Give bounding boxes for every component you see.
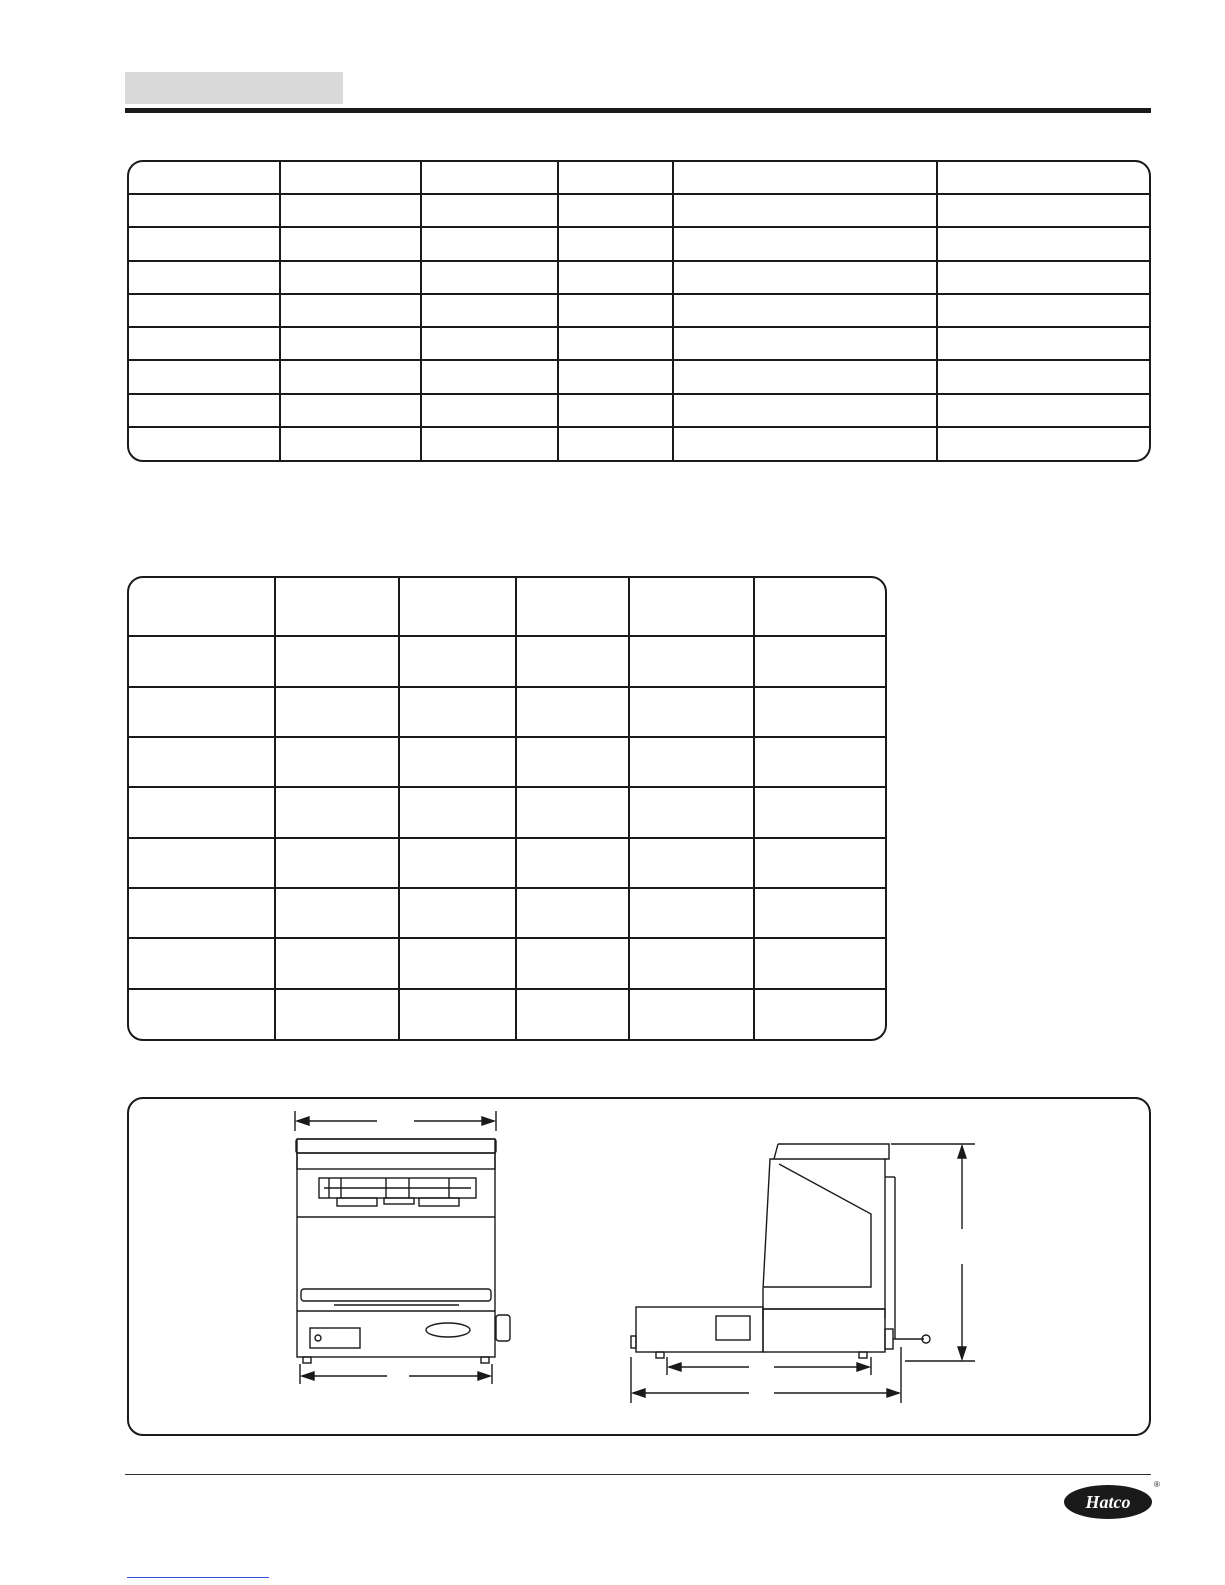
- electrical-cell: [673, 327, 937, 360]
- electrical-cell: [421, 162, 558, 194]
- dimensions-cell: [629, 578, 754, 636]
- electrical-row: [129, 327, 1149, 360]
- dimensions-cell: [129, 578, 275, 636]
- electrical-cell: [937, 327, 1149, 360]
- dimensions-cell: [275, 687, 399, 737]
- dimensions-cell: [275, 737, 399, 787]
- dimensions-cell: [129, 989, 275, 1039]
- dimensions-cell: [129, 888, 275, 938]
- electrical-cell: [558, 427, 673, 460]
- electrical-cell: [558, 394, 673, 427]
- dimensions-cell: [275, 888, 399, 938]
- dimensions-cell: [516, 838, 629, 888]
- dimensions-cell: [629, 636, 754, 686]
- dimensions-cell: [129, 838, 275, 888]
- footer-rule: [125, 1474, 1151, 1475]
- dimensions-row: [129, 687, 885, 737]
- dimensions-cell: [275, 578, 399, 636]
- electrical-cell: [673, 227, 937, 260]
- electrical-cell: [129, 194, 280, 227]
- dimensions-cell: [399, 838, 516, 888]
- dimensions-cell: [516, 989, 629, 1039]
- electrical-cell: [129, 360, 280, 393]
- dimensions-cell: [129, 737, 275, 787]
- electrical-cell: [937, 194, 1149, 227]
- electrical-cell: [673, 261, 937, 294]
- electrical-cell: [558, 162, 673, 194]
- electrical-cell: [937, 162, 1149, 194]
- electrical-row: [129, 194, 1149, 227]
- electrical-cell: [129, 427, 280, 460]
- electrical-cell: [280, 294, 421, 327]
- electrical-cell: [558, 327, 673, 360]
- electrical-cell: [280, 427, 421, 460]
- electrical-cell: [280, 261, 421, 294]
- dimensions-cell: [629, 787, 754, 837]
- dimensions-cell: [516, 578, 629, 636]
- dimensions-cell: [399, 989, 516, 1039]
- electrical-cell: [673, 162, 937, 194]
- dimensions-cell: [399, 687, 516, 737]
- electrical-row: [129, 294, 1149, 327]
- unit-dimension-drawing: [129, 1099, 1151, 1436]
- dimensions-cell: [516, 737, 629, 787]
- dimensions-cell: [516, 888, 629, 938]
- electrical-cell: [421, 227, 558, 260]
- dimensions-cell: [129, 787, 275, 837]
- electrical-cell: [937, 261, 1149, 294]
- electrical-row: [129, 427, 1149, 460]
- header-rule: [125, 108, 1151, 113]
- dimensions-row: [129, 938, 885, 988]
- dimensions-cell: [629, 989, 754, 1039]
- electrical-cell: [421, 327, 558, 360]
- dimensions-cell: [754, 938, 885, 988]
- dimensions-cell: [399, 737, 516, 787]
- electrical-cell: [673, 427, 937, 460]
- dimensions-cell: [399, 888, 516, 938]
- dimensions-cell: [754, 737, 885, 787]
- electrical-cell: [280, 360, 421, 393]
- dimensions-cell: [516, 938, 629, 988]
- section-tab: [125, 72, 343, 104]
- front-view-drawing: [295, 1111, 510, 1384]
- electrical-cell: [937, 427, 1149, 460]
- electrical-cell: [421, 261, 558, 294]
- dimensions-cell: [129, 636, 275, 686]
- dimensions-row: [129, 636, 885, 686]
- dimensions-row: [129, 578, 885, 636]
- dimensions-cell: [399, 787, 516, 837]
- dimensions-cell: [754, 787, 885, 837]
- electrical-cell: [558, 360, 673, 393]
- dimensions-cell: [275, 838, 399, 888]
- electrical-row: [129, 394, 1149, 427]
- dimensions-row: [129, 787, 885, 837]
- logo-text: Hatco: [1085, 1492, 1131, 1512]
- dimensions-row: [129, 838, 885, 888]
- dimensions-cell: [129, 938, 275, 988]
- electrical-cell: [280, 394, 421, 427]
- electrical-cell: [673, 294, 937, 327]
- electrical-row: [129, 227, 1149, 260]
- dimension-drawing-panel: [127, 1097, 1151, 1436]
- electrical-cell: [421, 194, 558, 227]
- dimensions-table: [127, 576, 887, 1041]
- electrical-cell: [129, 394, 280, 427]
- dimensions-cell: [399, 578, 516, 636]
- dimensions-cell: [629, 838, 754, 888]
- electrical-cell: [280, 162, 421, 194]
- dimensions-cell: [754, 636, 885, 686]
- dimensions-cell: [275, 636, 399, 686]
- electrical-cell: [421, 294, 558, 327]
- electrical-cell: [421, 360, 558, 393]
- electrical-cell: [558, 261, 673, 294]
- electrical-rating-table: [127, 160, 1151, 462]
- electrical-cell: [937, 227, 1149, 260]
- dimensions-cell: [275, 787, 399, 837]
- electrical-cell: [129, 227, 280, 260]
- electrical-cell: [129, 261, 280, 294]
- electrical-cell: [558, 294, 673, 327]
- dimensions-cell: [754, 687, 885, 737]
- electrical-row: [129, 360, 1149, 393]
- electrical-cell: [280, 194, 421, 227]
- side-view-drawing: [631, 1144, 975, 1403]
- dimensions-cell: [754, 888, 885, 938]
- dimensions-cell: [754, 838, 885, 888]
- dimensions-row: [129, 737, 885, 787]
- electrical-cell: [937, 294, 1149, 327]
- dimensions-cell: [275, 989, 399, 1039]
- electrical-cell: [129, 162, 280, 194]
- electrical-cell: [421, 394, 558, 427]
- electrical-cell: [280, 327, 421, 360]
- dimensions-cell: [516, 636, 629, 686]
- electrical-row: [129, 162, 1149, 194]
- electrical-cell: [558, 194, 673, 227]
- electrical-cell: [937, 394, 1149, 427]
- hatco-logo: [1062, 1478, 1160, 1522]
- dimensions-row: [129, 989, 885, 1039]
- dimensions-cell: [754, 578, 885, 636]
- dimensions-cell: [629, 888, 754, 938]
- dimensions-cell: [629, 687, 754, 737]
- electrical-cell: [280, 227, 421, 260]
- electrical-cell: [937, 360, 1149, 393]
- electrical-cell: [673, 194, 937, 227]
- electrical-row: [129, 261, 1149, 294]
- electrical-cell: [421, 427, 558, 460]
- dimensions-cell: [399, 938, 516, 988]
- dimensions-cell: [516, 687, 629, 737]
- page-link[interactable]: [127, 1577, 269, 1578]
- electrical-cell: [558, 227, 673, 260]
- electrical-cell: [129, 327, 280, 360]
- dimensions-cell: [129, 687, 275, 737]
- dimensions-cell: [275, 938, 399, 988]
- electrical-cell: [673, 394, 937, 427]
- dimensions-row: [129, 888, 885, 938]
- logo-registered-mark: ®: [1154, 1480, 1160, 1489]
- electrical-cell: [129, 294, 280, 327]
- electrical-cell: [673, 360, 937, 393]
- dimensions-cell: [754, 989, 885, 1039]
- dimensions-cell: [629, 938, 754, 988]
- dimensions-cell: [399, 636, 516, 686]
- dimensions-cell: [629, 737, 754, 787]
- dimensions-cell: [516, 787, 629, 837]
